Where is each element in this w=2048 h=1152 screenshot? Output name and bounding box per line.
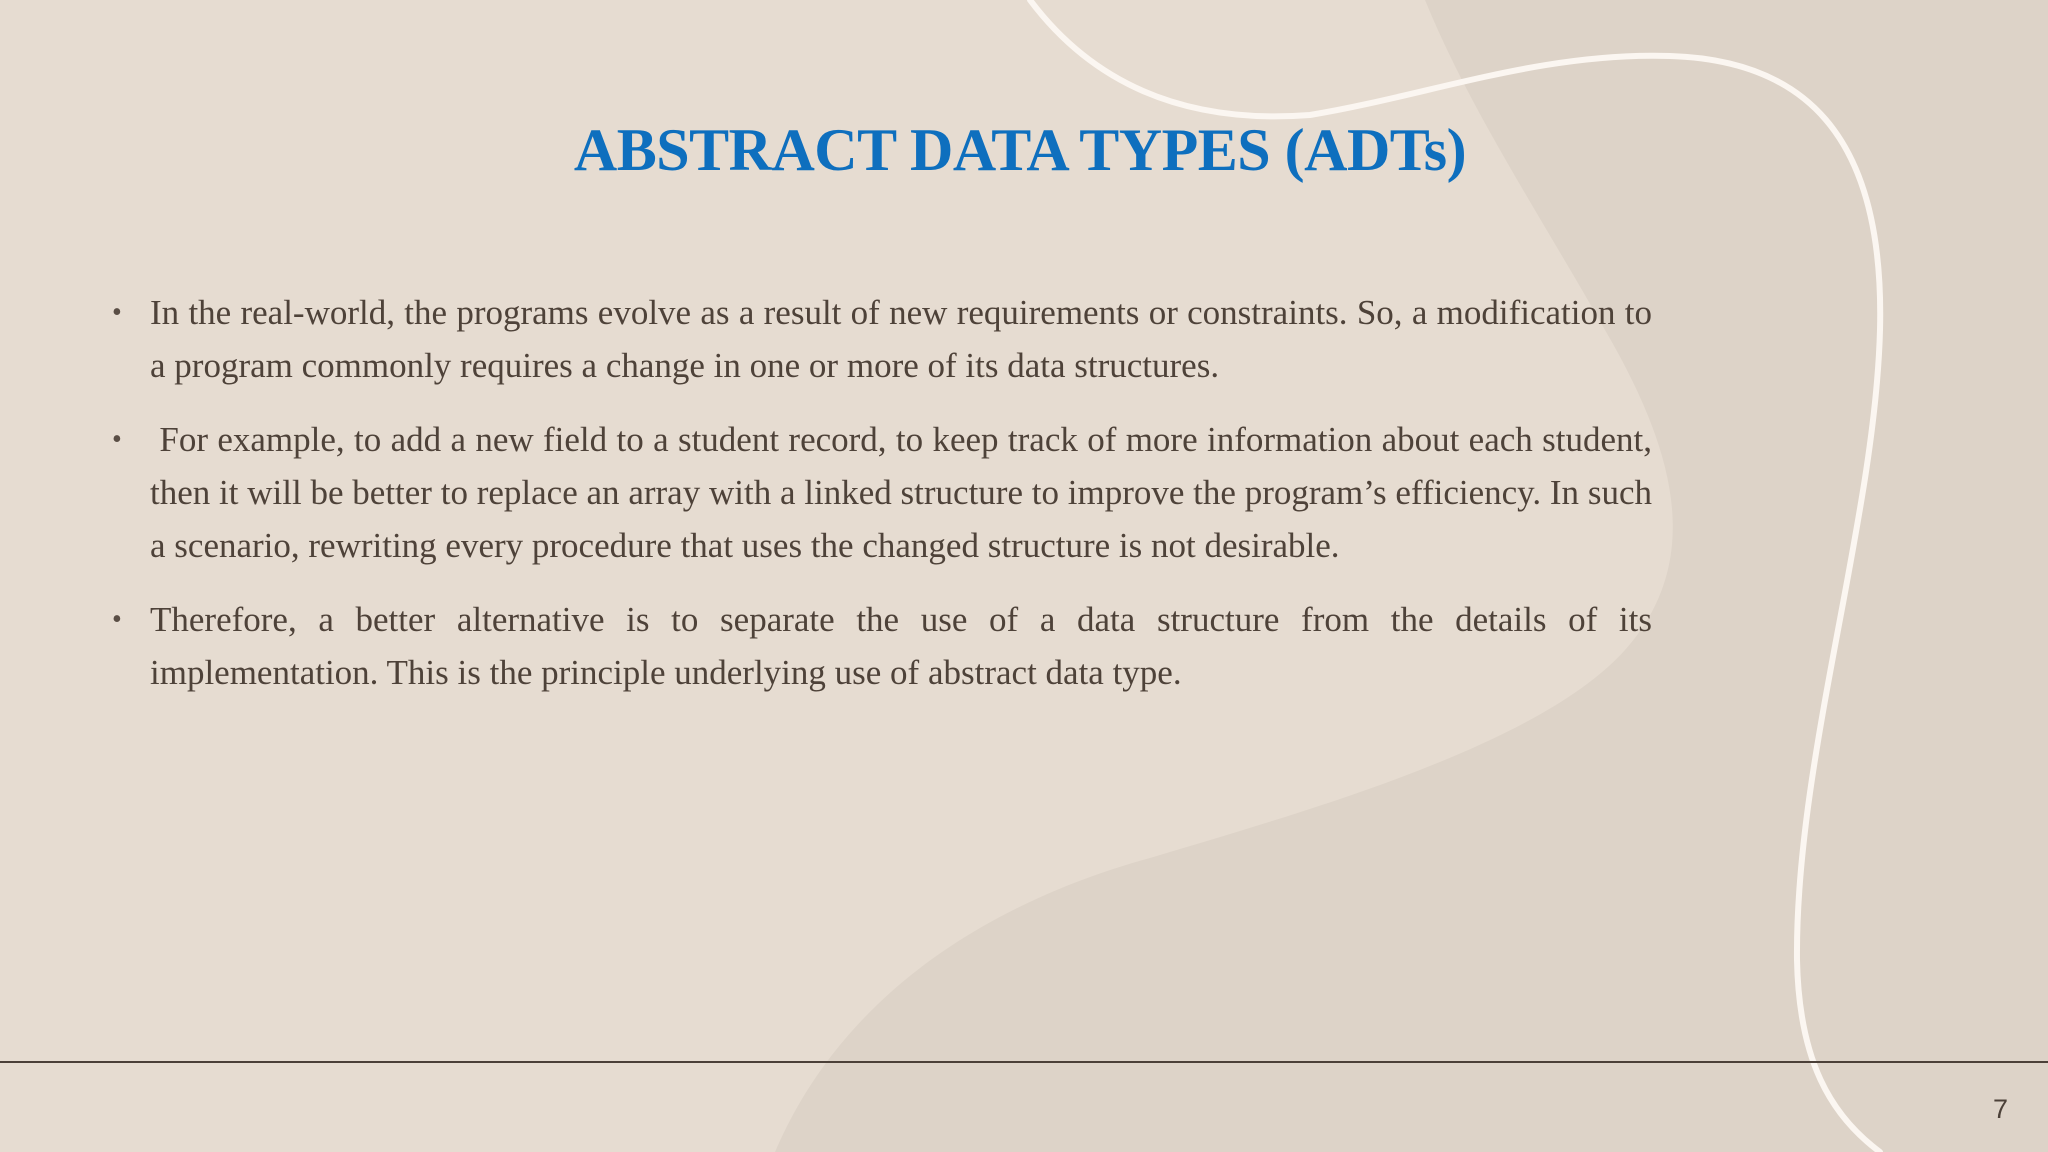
bullet-item bbox=[112, 413, 1661, 572]
bullet-dot: • bbox=[112, 297, 122, 328]
bullet-item bbox=[112, 286, 1652, 392]
bullet-dot: • bbox=[112, 604, 122, 635]
bullet-list bbox=[112, 286, 1661, 720]
page-number: 7 bbox=[1992, 1094, 2008, 1124]
bullet-item bbox=[112, 593, 1652, 699]
bullet-text: For example, to add a new field to a student record, to keep track of more information about each student, then it will be better to replace an array with a linked structure to improve the program’s efficiency. In such a scenario, rewriting every procedure that uses the changed structure is not desirable. bbox=[150, 420, 1661, 565]
bullet-text: Therefore, a better alternative is to separate the use of a data structure from the details of its implementation. This is the principle underlying use of abstract data type. bbox=[150, 600, 1652, 692]
footer-divider bbox=[0, 1061, 2048, 1063]
bullet-text: In the real-world, the programs evolve as a result of new requirements or constraints. So, a modification to a program commonly requires a change in one or more of its data structures. bbox=[150, 293, 1652, 385]
slide-title: ABSTRACT DATA TYPES (ADTs) bbox=[573, 117, 1467, 183]
bullet-dot: • bbox=[112, 424, 122, 455]
